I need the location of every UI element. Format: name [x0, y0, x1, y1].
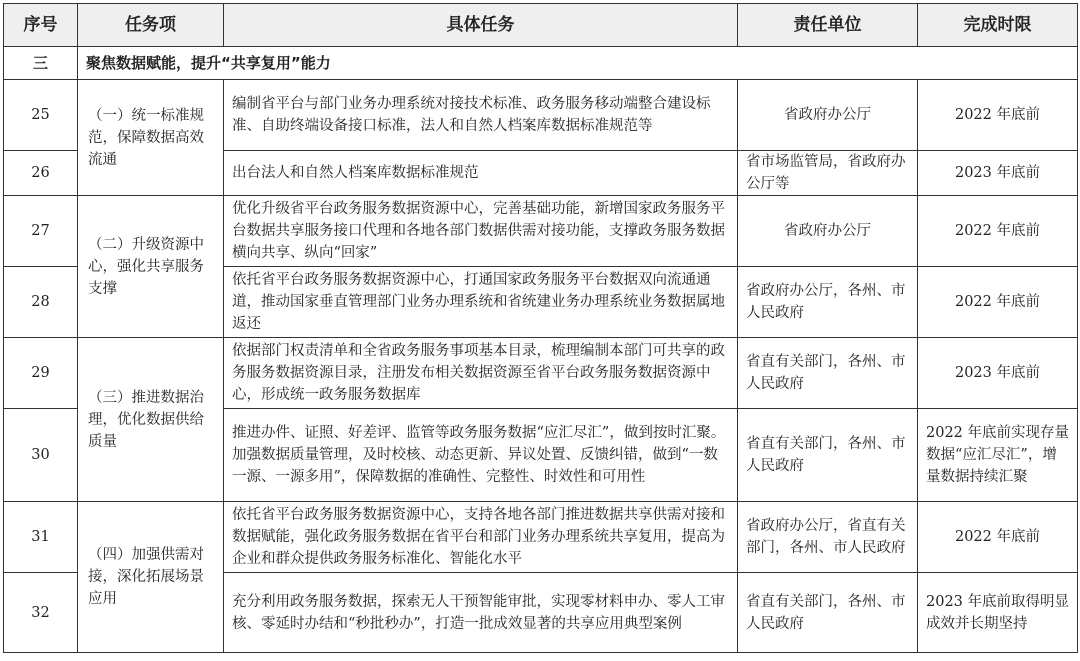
- header-task: 具体任务: [224, 4, 738, 47]
- task-detail: 依托省平台政务服务数据资源中心，打通国家政务服务平台数据双向流通通道，推动国家垂直管理部门业务办理系统和省统建业务办理系统业务数据属地返还: [224, 267, 738, 338]
- section-title: 聚焦数据赋能，提升“共享复用”能力: [78, 47, 1078, 80]
- responsible-unit: 省政府办公厅，各州、市人民政府: [738, 267, 918, 338]
- responsible-unit: 省政府办公厅: [738, 80, 918, 151]
- section-number: 三: [4, 47, 78, 80]
- section-row: [4, 47, 1078, 80]
- task-detail: 依据部门权责清单和全省政务服务事项基本目录，梳理编制本部门可共享的政务服务数据资源目录，注册发布相关数据资源至省平台政务服务数据资源中心，形成统一政务服务数据库: [224, 338, 738, 409]
- header-row: [4, 4, 1078, 47]
- task-detail: 依托省平台政务服务数据资源中心，支持各地各部门推进数据共享供需对接和数据赋能，强化政务服务数据在省平台和部门业务办理系统共享复用，提高为企业和群众提供政务服务标准化、智能化水平: [224, 502, 738, 573]
- table-row: [4, 502, 1078, 573]
- deadline: 2022 年底前: [918, 80, 1078, 151]
- row-number: 31: [4, 502, 78, 573]
- table-row: [4, 196, 1078, 267]
- deadline: 2023 年底前: [918, 338, 1078, 409]
- responsible-unit: 省政府办公厅，省直有关部门，各州、市人民政府: [738, 502, 918, 573]
- row-number: 29: [4, 338, 78, 409]
- responsible-unit: 省政府办公厅: [738, 196, 918, 267]
- row-number: 28: [4, 267, 78, 338]
- table-row: [4, 338, 1078, 409]
- task-detail: 充分利用政务服务数据，探索无人干预智能审批，实现零材料申办、零人工审核、零延时办结和“秒批秒办”，打造一批成效显著的共享应用典型案例: [224, 573, 738, 653]
- deadline: 2022 年底前实现存量数据“应汇尽汇”，增量数据持续汇聚: [918, 409, 1078, 502]
- task-item: （四）加强供需对接，深化拓展场景应用: [78, 502, 224, 653]
- task-item: （一）统一标准规范，保障数据高效流通: [78, 80, 224, 196]
- row-number: 27: [4, 196, 78, 267]
- row-number: 32: [4, 573, 78, 653]
- deadline: 2022 年底前: [918, 502, 1078, 573]
- deadline: 2023 年底前取得明显成效并长期坚持: [918, 573, 1078, 653]
- row-number: 26: [4, 151, 78, 196]
- task-detail: 优化升级省平台政务服务数据资源中心，完善基础功能，新增国家政务服务平台数据共享服务接口代理和各地各部门数据供需对接功能，支撑政务服务数据横向共享、纵向“回家”: [224, 196, 738, 267]
- header-item: 任务项: [78, 4, 224, 47]
- responsible-unit: 省市场监管局，省政府办公厅等: [738, 151, 918, 196]
- header-unit: 责任单位: [738, 4, 918, 47]
- row-number: 25: [4, 80, 78, 151]
- task-table: [3, 3, 1078, 653]
- deadline: 2023 年底前: [918, 151, 1078, 196]
- task-item: （二）升级资源中心，强化共享服务支撑: [78, 196, 224, 338]
- task-item: （三）推进数据治理，优化数据供给质量: [78, 338, 224, 502]
- row-number: 30: [4, 409, 78, 502]
- task-detail: 出台法人和自然人档案库数据标准规范: [224, 151, 738, 196]
- header-deadline: 完成时限: [918, 4, 1078, 47]
- deadline: 2022 年底前: [918, 196, 1078, 267]
- deadline: 2022 年底前: [918, 267, 1078, 338]
- responsible-unit: 省直有关部门，各州、市人民政府: [738, 573, 918, 653]
- task-detail: 编制省平台与部门业务办理系统对接技术标准、政务服务移动端整合建设标准、自助终端设备接口标准，法人和自然人档案库数据标准规范等: [224, 80, 738, 151]
- responsible-unit: 省直有关部门，各州、市人民政府: [738, 409, 918, 502]
- task-detail: 推进办件、证照、好差评、监管等政务服务数据“应汇尽汇”，做到按时汇聚。加强数据质量管理，及时校核、动态更新、异议处置、反馈纠错，做到“一数一源、一源多用”，保障数据的准确性、完整性、时效性和可用性: [224, 409, 738, 502]
- table-row: [4, 80, 1078, 151]
- header-seq: 序号: [4, 4, 78, 47]
- responsible-unit: 省直有关部门，各州、市人民政府: [738, 338, 918, 409]
